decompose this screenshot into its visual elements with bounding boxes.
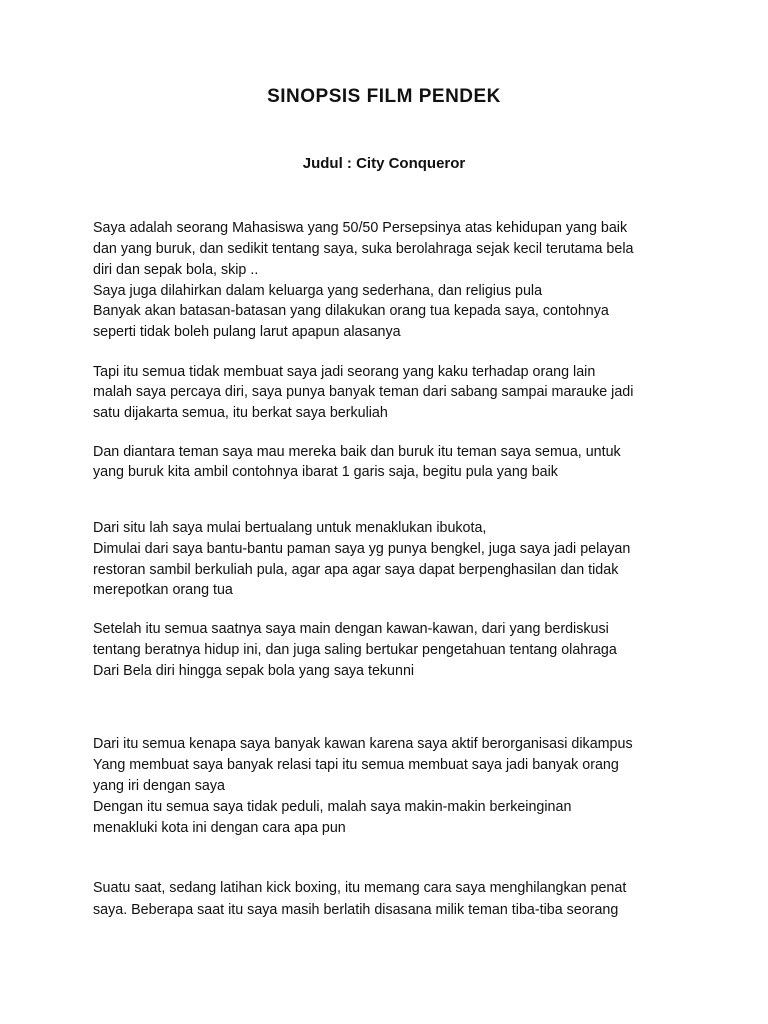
text-line: Dan diantara teman saya mau mereka baik dan buruk itu teman saya semua, untuk <box>93 444 621 460</box>
text-line: merepotkan orang tua <box>93 582 233 598</box>
text-line: Tapi itu semua tidak membuat saya jadi seorang yang kaku terhadap orang lain <box>93 364 596 380</box>
text-line: dan yang buruk, dan sedikit tentang saya, suka berolahraga sejak kecil terutama bela <box>93 241 634 257</box>
text-line: tentang beratnya hidup ini, dan juga saling bertukar pengetahuan tentang olahraga <box>93 642 617 658</box>
text-line: restoran sambil berkuliah pula, agar apa agar saya dapat berpenghasilan dan tidak <box>93 562 619 578</box>
text-line: seperti tidak boleh pulang larut apapun alasanya <box>93 324 401 340</box>
text-line: Suatu saat, sedang latihan kick boxing, itu memang cara saya menghilangkan penat <box>93 880 627 896</box>
text-line: Dengan itu semua saya tidak peduli, malah saya makin-makin berkeinginan <box>93 799 572 815</box>
text-line: Setelah itu semua saatnya saya main dengan kawan-kawan, dari yang berdiskusi <box>93 621 609 637</box>
text-line: satu dijakarta semua, itu berkat saya berkuliah <box>93 405 388 421</box>
document-subtitle: Judul : City Conqueror <box>302 155 466 172</box>
text-line: yang iri dengan saya <box>93 778 225 794</box>
text-line: diri dan sepak bola, skip .. <box>93 262 259 278</box>
text-line: saya. Beberapa saat itu saya masih berlatih disasana milik teman tiba-tiba seorang <box>93 902 619 918</box>
text-line: Saya adalah seorang Mahasiswa yang 50/50 Persepsinya atas kehidupan yang baik <box>93 220 628 236</box>
text-line: Dari Bela diri hingga sepak bola yang saya tekunni <box>93 663 415 679</box>
text-line: menakluki kota ini dengan cara apa pun <box>93 820 346 836</box>
text-line: Yang membuat saya banyak relasi tapi itu semua membuat saya jadi banyak orang <box>93 757 619 773</box>
text-line: Saya juga dilahirkan dalam keluarga yang sederhana, dan religius pula <box>93 283 543 299</box>
text-line: Dari situ lah saya mulai bertualang untuk menaklukan ibukota, <box>93 520 487 536</box>
document-title: SINOPSIS FILM PENDEK <box>267 86 501 107</box>
text-line: Dimulai dari saya bantu-bantu paman saya yg punya bengkel, juga saya jadi pelayan <box>93 541 631 557</box>
text-line: Banyak akan batasan-batasan yang dilakukan orang tua kepada saya, contohnya <box>93 303 609 319</box>
text-line: Dari itu semua kenapa saya banyak kawan karena saya aktif berorganisasi dikampus <box>93 736 633 752</box>
text-line: malah saya percaya diri, saya punya banyak teman dari sabang sampai marauke jadi <box>93 384 634 400</box>
text-line: yang buruk kita ambil contohnya ibarat 1 garis saja, begitu pula yang baik <box>93 464 558 480</box>
